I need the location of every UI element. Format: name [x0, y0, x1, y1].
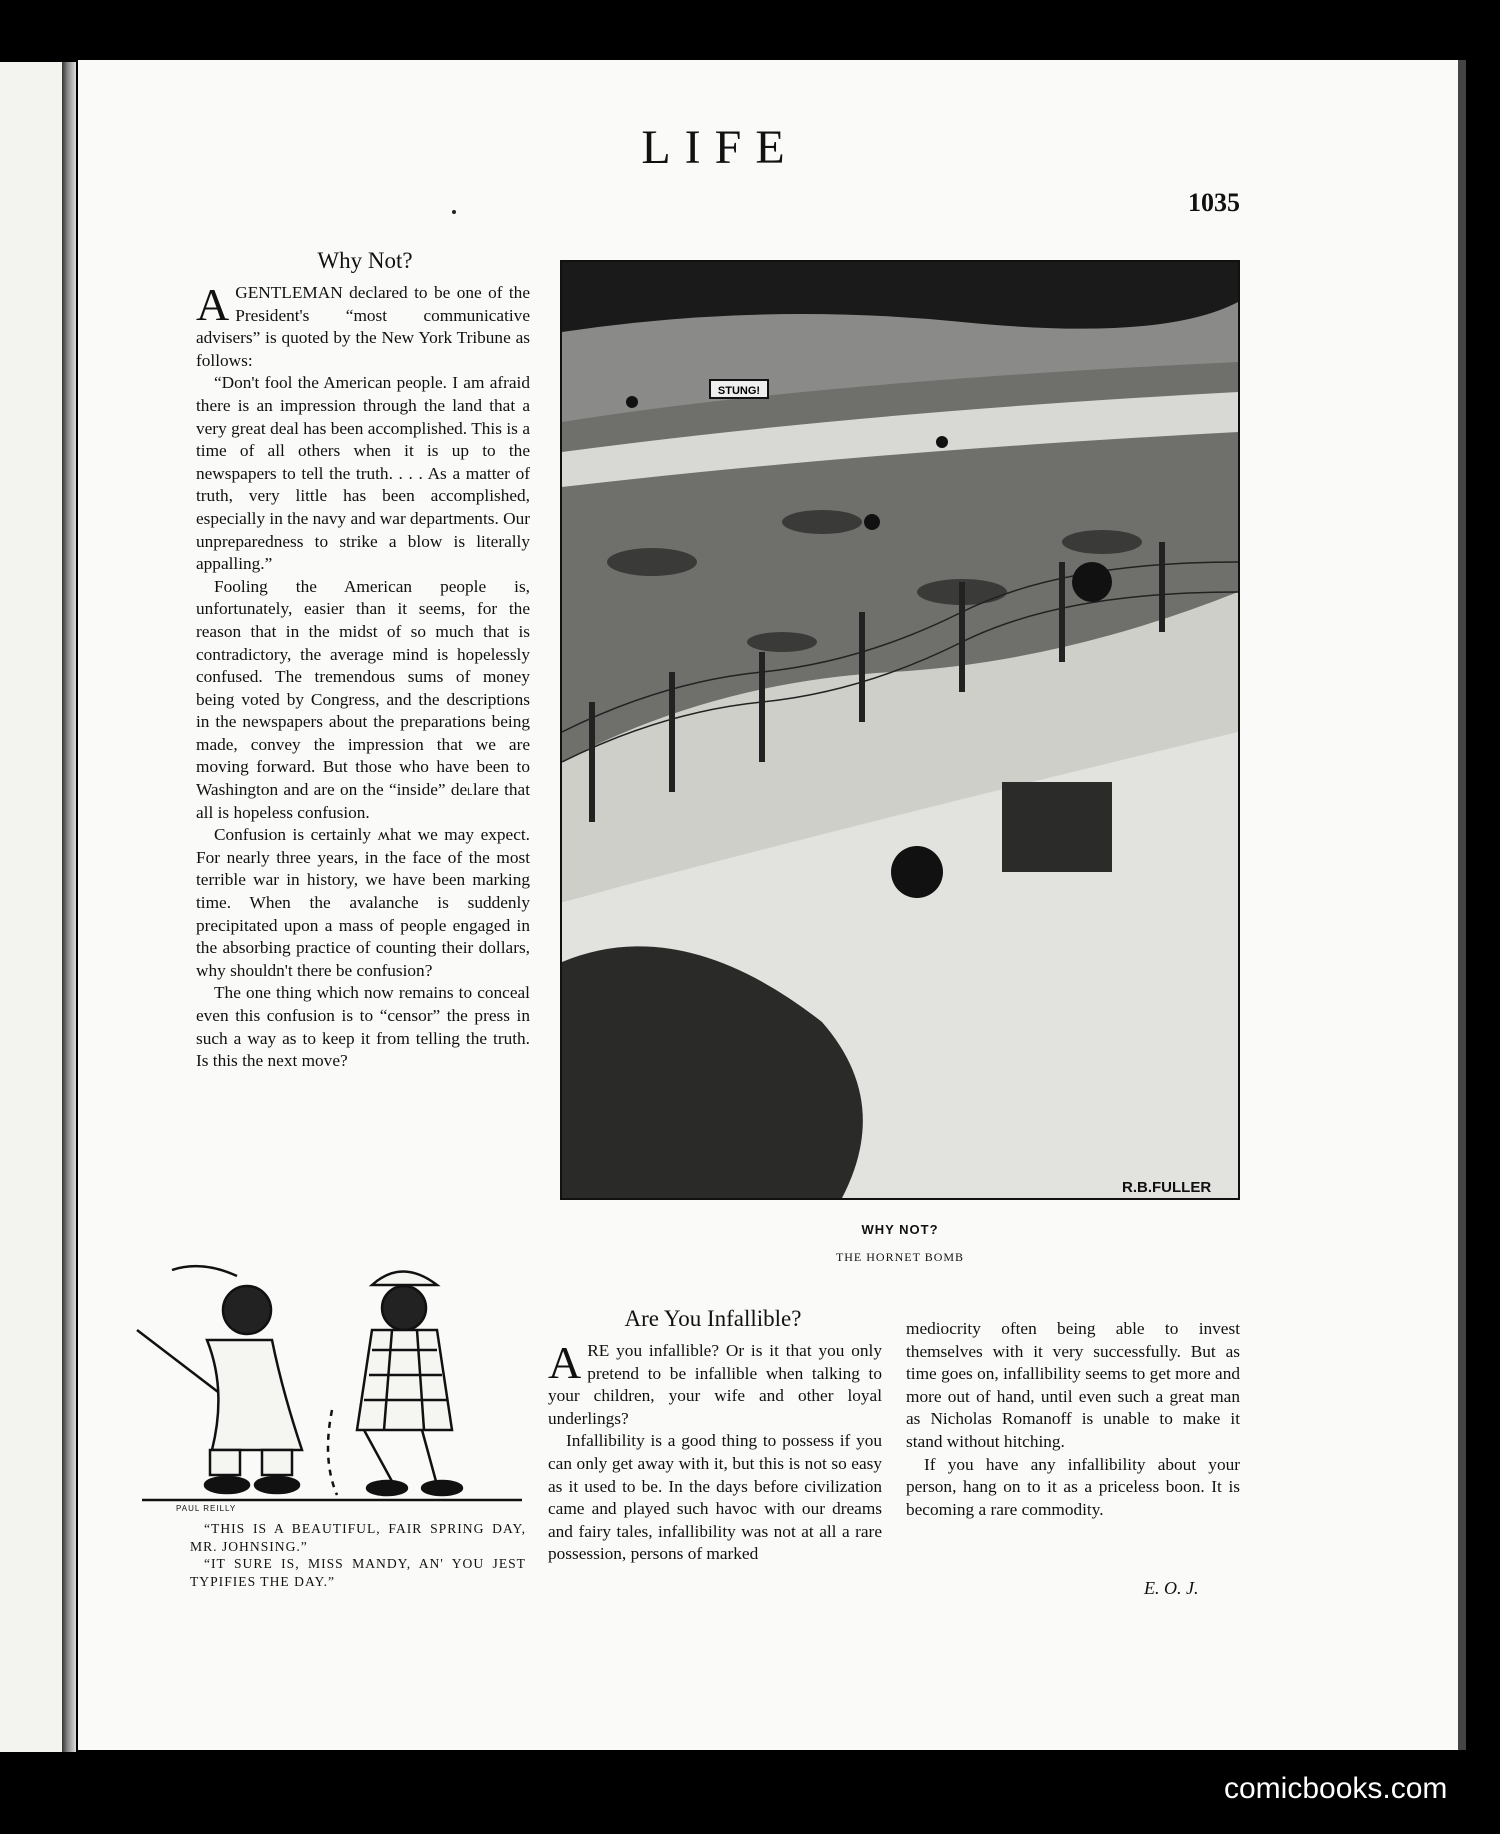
illustration-caption-subtitle: THE HORNET BOMB — [835, 1250, 965, 1264]
masthead-dot — [452, 210, 456, 214]
article-paragraph: Infallibility is a good thing to possess if you can only get away with it, but this is not so easy as it used to be. In the days before civilization came and played such havoc with our dreams and fairy tales, infallibility was not at all a rare possession, persons of marked — [548, 1431, 882, 1564]
article-paragraph: “Don't fool the American people. I am afraid there is an impression through the land that a very great deal has been accomplished. This is a time of all others when it is up to the newspapers to tell the truth. . . . As a matter of truth, very little has been accomplished, especially in the navy and war departments. Our unpreparedness to strike a blow is literally appalling.” — [196, 373, 530, 574]
page-number: 1035 — [1188, 188, 1240, 217]
article-title-are-you-infallible: Are You Infallible? — [624, 1306, 802, 1331]
article-infallible-col1 — [548, 1337, 882, 1566]
article-paragraph: If you have any infallibility about your person, hang on to it as a priceless boon. It is becoming a rare commodity. — [906, 1454, 1240, 1519]
article-infallible-col2 — [906, 1318, 1240, 1521]
article-paragraph: ARE you infallible? Or is it that you only pretend to be infallible when talking to your children, your wife and other loyal underlings? — [548, 1337, 882, 1428]
caption-line: “THIS IS A BEAUTIFUL, FAIR SPRING DAY, MR. JOHNSING.” — [190, 1521, 526, 1554]
article-paragraph: mediocrity often being able to invest themselves with it very successfully. But as time goes on, infallibility seems to get more and more out of hand, until even such a great man as Nicholas Romanoff is unable to make it stand without hitching. — [906, 1319, 1240, 1451]
cartoon-caption — [190, 1520, 526, 1590]
article-paragraph: Confusion is certainly ʍhat we may expect. For nearly three years, in the face of the most terrible war in history, we have been marking time. When the avalanche is suddenly precipitated upon a mass of people engaged in the absorbing practice of counting their dollars, why shouldn't there be confusion? — [196, 825, 530, 980]
artist-signature: R.B.FULLER — [1122, 1179, 1212, 1196]
article-paragraph: A GENTLEMAN declared to be one of the President's “most communicative advisers” is quoted by the New York Tribune as follows: — [196, 279, 530, 370]
hornet-bomb-illustration — [560, 260, 1240, 1200]
spring-day-cartoon — [132, 1250, 532, 1505]
dropcap: A — [196, 279, 230, 330]
page-gutter — [62, 62, 76, 1752]
cartoon-credit: PAUL REILLY — [176, 1504, 237, 1513]
illustration-caption-title: WHY NOT? — [861, 1222, 939, 1237]
article-title-why-not: Why Not? — [317, 248, 413, 273]
article-paragraph: The one thing which now remains to conceal even this confusion is to “censor” the press in such a way as to keep it from telling the truth. Is this the next move? — [196, 983, 530, 1071]
article-why-not-body — [196, 279, 530, 1073]
caption-line: “IT SURE IS, MISS MANDY, AN' YOU JEST TYPIFIES THE DAY.” — [190, 1556, 526, 1589]
article-paragraph: Fooling the American people is, unfortunately, easier than it seems, for the reason that in the midst of so much that is contradictory, the average mind is hopelessly confused. The tremendous sums of money being voted by Congress, and the descriptions in the newspapers about the preparations being made, convey the impression that we are moving forward. But those who have been to Washington and are on the “inside” de˪lare that all is hopeless confusion. — [196, 576, 530, 822]
site-watermark: comicbooks.com — [1224, 1772, 1448, 1805]
page-right-edge — [1458, 60, 1466, 1750]
stung-sign: STUNG! — [717, 385, 761, 397]
dropcap: A — [548, 1337, 582, 1388]
facing-page-edge — [0, 62, 62, 1752]
masthead-title: LIFE — [641, 121, 799, 174]
author-initials: E. O. J. — [1144, 1578, 1199, 1598]
battlefield-drawing — [562, 262, 1238, 1198]
